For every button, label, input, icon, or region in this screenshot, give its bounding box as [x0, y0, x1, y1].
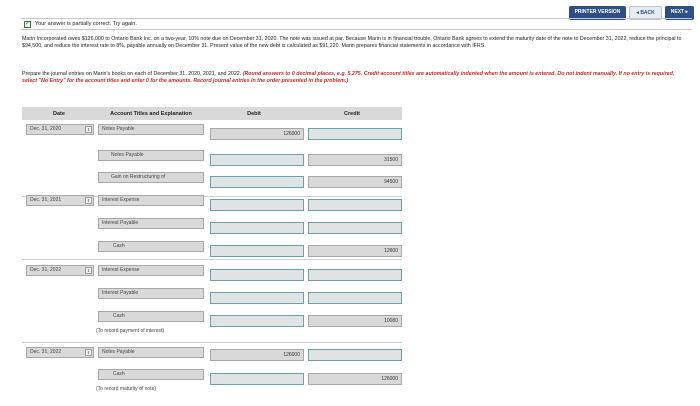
instructions-note: (Round answers to 0 decimal places, e.g. 5,275. Credit account titles are automatically indented when the amount is entered. Do not indent manually. If no entry is required, select "No Entry" for the account titles and enter 0 for the amounts. Record journal entries in the order presented in the problem.): [22, 71, 675, 84]
entry-separator: [22, 342, 402, 343]
next-button[interactable]: NEXT ▸: [665, 6, 694, 20]
debit-field[interactable]: [210, 245, 304, 257]
credit-field[interactable]: [308, 269, 402, 281]
instructions-lead: Prepare the journal entries on Marin's books on each of December 31, 2020, 2021, and 2022.: [22, 71, 242, 77]
credit-field[interactable]: 126000: [308, 373, 402, 385]
debit-field[interactable]: 126000: [210, 349, 304, 361]
header-debit: Debit: [206, 107, 302, 120]
account-field[interactable]: Notes Payable: [98, 150, 204, 161]
debit-field[interactable]: [210, 315, 304, 327]
dropdown-arrow-icon: ⇕: [86, 350, 91, 355]
entry-explanation: (To record maturity of note): [96, 386, 157, 392]
problem-statement: Marin Incorporated owes $126,000 to Ontario Bank Inc. on a two-year, 10% note due on December 31, 2020. The note was issued at par. Because Marin is in financial trouble, Ontario Bank agrees to extend the maturity date of the note to December 31, 2022, reduce the principal to $94,500, and reduce the interest rate to 8%, payable annually on December 31. Present value of the new debt is calculated as $91,220. Marin prepares financial statements in accordance with IFRS.: [22, 36, 682, 49]
account-field[interactable]: Interest Payable: [98, 218, 204, 229]
date-value: Dec. 31, 2020: [30, 126, 62, 132]
account-field[interactable]: Gain on Restructuring of: [98, 172, 204, 183]
date-select[interactable]: [26, 195, 94, 206]
feedback-banner: [22, 18, 692, 30]
credit-field[interactable]: 12600: [308, 245, 402, 257]
credit-field[interactable]: 10080: [308, 315, 402, 327]
dropdown-arrow-icon: ⇕: [86, 198, 91, 203]
account-field[interactable]: Cash: [98, 311, 204, 322]
account-field[interactable]: Interest Expense: [98, 195, 204, 206]
date-value: Dec. 31, 2021: [30, 197, 62, 203]
debit-field[interactable]: [210, 199, 304, 211]
header-account: Account Titles and Explanation: [96, 107, 206, 120]
debit-field[interactable]: [210, 176, 304, 188]
debit-field[interactable]: [210, 269, 304, 281]
credit-field[interactable]: [308, 349, 402, 361]
date-select[interactable]: [26, 265, 94, 276]
date-select[interactable]: [26, 124, 94, 135]
date-select[interactable]: [26, 347, 94, 358]
credit-field[interactable]: [308, 128, 402, 140]
credit-field[interactable]: [308, 222, 402, 234]
dropdown-arrow-icon: ⇕: [86, 268, 91, 273]
date-value: Dec. 31, 2022: [30, 349, 62, 355]
header-date: Date: [22, 107, 96, 120]
account-field[interactable]: Interest Expense: [98, 265, 204, 276]
debit-field[interactable]: [210, 373, 304, 385]
account-field[interactable]: Notes Payable: [98, 347, 204, 358]
date-value: Dec. 31, 2022: [30, 267, 62, 273]
credit-field[interactable]: 31500: [308, 154, 402, 166]
checkmark-icon: ✓: [25, 20, 31, 27]
entry-separator: [22, 259, 402, 260]
account-field[interactable]: Interest Payable: [98, 288, 204, 299]
entry-explanation: (To record payment of interest): [96, 328, 165, 334]
credit-field[interactable]: 94500: [308, 176, 402, 188]
feedback-text: Your answer is partially correct. Try again.: [35, 21, 137, 27]
back-button[interactable]: ◂ BACK: [629, 6, 661, 20]
dropdown-arrow-icon: ⇕: [86, 127, 91, 132]
debit-field[interactable]: [210, 292, 304, 304]
debit-field[interactable]: [210, 154, 304, 166]
debit-field[interactable]: [210, 222, 304, 234]
account-field[interactable]: Notes Payable: [98, 124, 204, 135]
account-field[interactable]: Cash: [98, 241, 204, 252]
account-field[interactable]: Cash: [98, 369, 204, 380]
debit-field[interactable]: 126000: [210, 128, 304, 140]
printer-version-button[interactable]: PRINTER VERSION: [569, 6, 627, 20]
credit-field[interactable]: [308, 292, 402, 304]
credit-field[interactable]: [308, 199, 402, 211]
header-credit: Credit: [302, 107, 402, 120]
instructions: [22, 71, 687, 85]
